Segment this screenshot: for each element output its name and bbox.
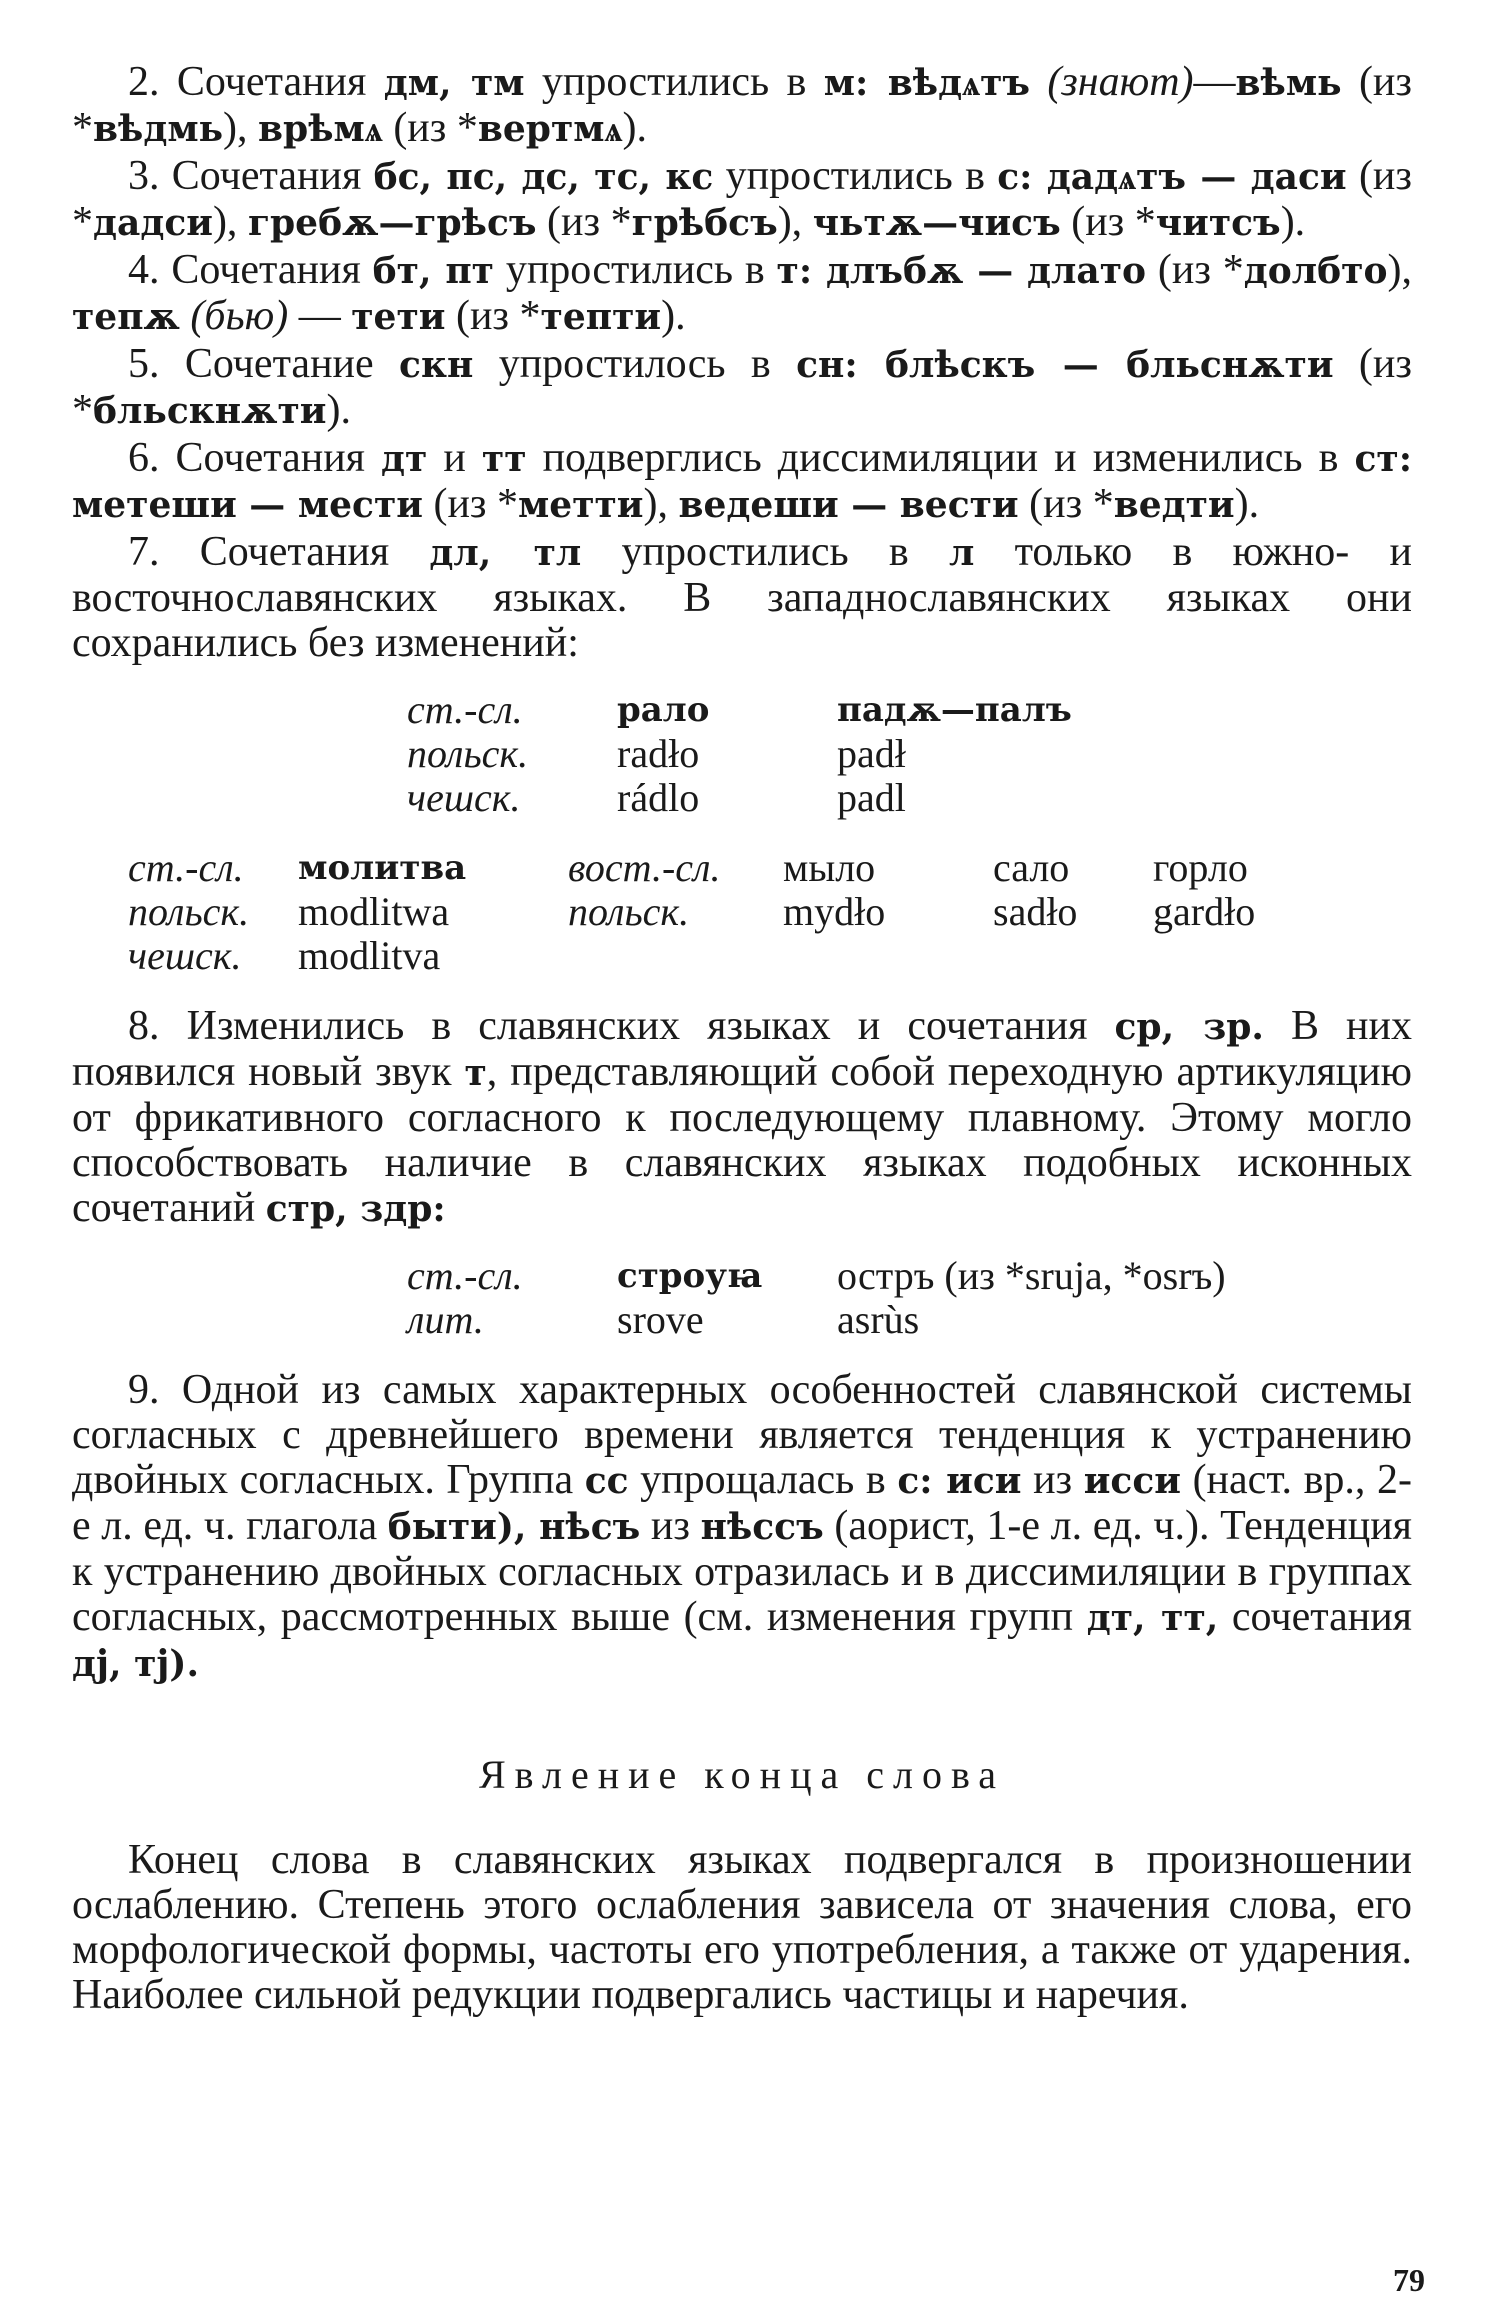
word-form: молитва [298, 848, 467, 888]
example-table-sr-zr [407, 1254, 1412, 1342]
word-form: padł [837, 731, 906, 776]
paragraph-item-4: 4. Сочетания бт, пт упростились в т: длъбѫ — длато (из *долбто), тепѫ (бью) — тети (из *тепти). [72, 247, 1412, 339]
lang-label: ст.-сл. [128, 845, 244, 890]
lang-label: вост.-сл. [568, 845, 721, 890]
paragraph-item-9: 9. Одной из самых характерных особенностей славянской системы согласных с древнейшего времени является тенденция к устранению двойных согласных. Группа сс упрощалась в с: иси из исси (наст. вр., 2-е л. ед. ч. глагола быти), нѣсъ из нѣссъ (аорист, 1-е л. ед. ч.). Тенденция к устранению двойных согласных отразилась и в диссимиляции в группах согласных, рассмотренных выше (см. изменения групп дт, тт, сочетания дj, тj). [72, 1367, 1412, 1685]
word-form: строуꙗ [617, 1256, 763, 1296]
lang-label: польск. [568, 889, 690, 934]
paragraph-word-end: Конец слова в славянских языках подвергался в произношении ослаблению. Степень этого ослабления зависела от значения слова, его морфологической формы, частоты его употребления, а также от ударения. Наиболее сильной редукции подвергались частицы и наречия. [72, 1837, 1412, 2018]
section-heading: Явление конца слова [478, 1752, 1006, 1797]
lang-label: чешск. [407, 775, 521, 820]
lang-label: польск. [128, 889, 250, 934]
paragraph-item-2: 2. Сочетания дм, тм упростились в м: вѣдѧтъ (знают)—вѣмь (из *вѣдмь), врѣмѧ (из *вертмѧ). [72, 59, 1412, 151]
paragraph-item-3: 3. Сочетания бс, пс, дс, тс, кс упростились в с: дадѧтъ — даси (из *дадси), гребѫ—грѣсъ (из *грѣбсъ), чьтѫ—чисъ (из *читсъ). [72, 153, 1412, 245]
word-form: gardło [1153, 889, 1256, 934]
lang-label: чешск. [128, 933, 242, 978]
word-form: рало [617, 690, 710, 730]
word-form: горло [1153, 845, 1248, 890]
example-table-dl-tl [407, 688, 1412, 820]
word-form: modlitva [298, 933, 441, 978]
word-form: modlitwa [298, 889, 450, 934]
word-form: mydło [783, 889, 886, 934]
word-form: rádlo [617, 775, 700, 820]
paragraph-item-7: 7. Сочетания дл, тл упростились в л только в южно- и восточнославянских языках. В западнославянских языках они сохранились без изменений: [72, 529, 1412, 666]
lang-label: ст.-сл. [407, 1253, 523, 1298]
word-form: padl [837, 775, 906, 820]
lang-label: лит. [407, 1297, 484, 1342]
word-form: сало [993, 845, 1070, 890]
word-form: sadło [993, 889, 1078, 934]
paragraph-item-8: 8. Изменились в славянских языках и сочетания ср, зр. В них появился новый звук т, представляющий собой переходную артикуляцию от фрикативного согласного к последующему плавному. Этому могло способствовать наличие в славянских языках подобных исконных сочетаний стр, здр: [72, 1003, 1413, 1231]
lang-label: польск. [407, 731, 529, 776]
lang-label: ст.-сл. [407, 687, 523, 732]
word-form: остръ (из *sruja, *osrъ) [837, 1253, 1226, 1298]
word-form: asrùs [837, 1297, 920, 1342]
paragraph-item-5: 5. Сочетание скн упростилось в сн: блѣскъ — бльснѫти (из *бльскнѫти). [72, 341, 1412, 433]
word-form: мыло [783, 845, 876, 890]
paragraph-item-6: 6. Сочетания дт и тт подверглись диссимиляции и изменились в ст: метеши — мести (из *метти), ведеши — вести (из *ведти). [72, 435, 1412, 527]
word-form: radło [617, 731, 700, 776]
page-body [72, 60, 1412, 2020]
word-form: падѫ—палъ [837, 690, 1072, 730]
page-number: 79 [1393, 2262, 1425, 2298]
example-table-dl-extended [128, 846, 1412, 978]
word-form: srove [617, 1297, 704, 1342]
